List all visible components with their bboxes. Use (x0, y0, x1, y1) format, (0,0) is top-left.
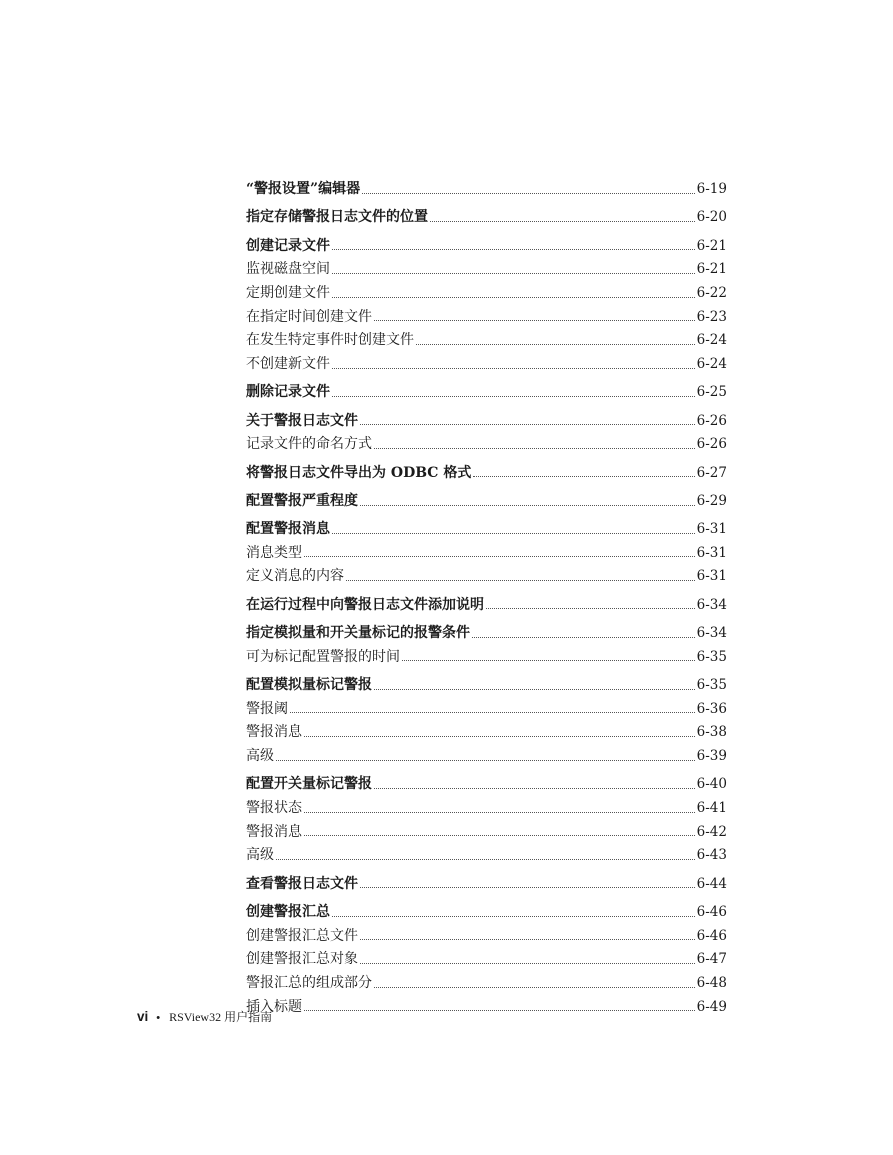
toc-entry-title: 创建记录文件 (246, 237, 330, 254)
toc-leader-dots (304, 556, 695, 557)
toc-leader-dots (276, 859, 695, 860)
toc-entry-page: 6-43 (696, 847, 727, 864)
toc-leader-dots (304, 835, 695, 836)
toc-entry-page: 6-31 (696, 521, 727, 538)
toc-entry-page: 6-31 (696, 568, 727, 585)
toc-entry-title: 指定模拟量和开关量标记的报警条件 (246, 625, 470, 642)
toc-leader-dots (332, 273, 695, 274)
toc-leader-dots (360, 424, 695, 425)
toc-entry-title: 警报消息 (246, 724, 302, 741)
toc-subsection-entry[interactable] (246, 797, 727, 821)
toc-entry-page: 6-22 (696, 284, 727, 301)
toc-subsection-entry[interactable] (246, 329, 727, 353)
toc-entry-page: 6-21 (696, 261, 727, 278)
toc-entry-title: 定期创建文件 (246, 284, 330, 301)
toc-entry-page: 6-49 (696, 998, 727, 1015)
toc-subsection-entry[interactable] (246, 282, 727, 306)
toc-entry-page: 6-46 (696, 903, 727, 920)
toc-entry-page: 6-48 (696, 975, 727, 992)
toc-section-entry[interactable] (246, 462, 727, 486)
toc-entry-page: 6-35 (696, 648, 727, 665)
toc-subsection-entry[interactable] (246, 996, 727, 1020)
toc-entry-page: 6-29 (696, 492, 727, 509)
toc-leader-dots (374, 448, 695, 449)
toc-section-entry[interactable] (246, 235, 727, 259)
toc-leader-dots (332, 368, 695, 369)
toc-entry-page: 6-36 (696, 700, 727, 717)
toc-leader-dots (374, 320, 695, 321)
toc-leader-dots (332, 249, 695, 250)
toc-section-entry[interactable] (246, 518, 727, 542)
toc-entry-page: 6-31 (696, 544, 727, 561)
toc-subsection-entry[interactable] (246, 745, 727, 769)
toc-entry-title: 警报消息 (246, 823, 302, 840)
toc-entry-title: 高级 (246, 748, 274, 765)
toc-entry-page: 6-19 (696, 181, 727, 197)
toc-section-entry[interactable] (246, 622, 727, 646)
toc-entry-page: 6-41 (696, 800, 727, 817)
toc-section-entry[interactable] (246, 490, 727, 514)
toc-entry-title: 创建警报汇总文件 (246, 927, 358, 944)
toc-section-entry[interactable] (246, 594, 727, 618)
toc-leader-dots (360, 939, 695, 940)
toc-entry-page: 6-24 (696, 332, 727, 349)
toc-entry-title: 指定存储警报日志文件的位置 (246, 209, 428, 226)
toc-section-entry[interactable] (246, 674, 727, 698)
page-number: vi (137, 1009, 149, 1024)
toc-leader-dots (430, 221, 695, 222)
toc-entry-page: 6-24 (696, 356, 727, 372)
toc-section-entry[interactable] (246, 901, 727, 925)
toc-entry-page: 6-47 (696, 951, 727, 968)
toc-leader-dots (332, 297, 695, 298)
toc-entry-title: 在发生特定事件时创建文件 (246, 332, 414, 349)
toc-section-entry[interactable] (246, 873, 727, 897)
book-title: RSView32 用户指南 (169, 1010, 273, 1024)
toc-leader-dots (304, 1010, 695, 1011)
toc-entry-page: 6-26 (696, 436, 727, 453)
toc-entry-title: 在运行过程中向警报日志文件添加说明 (246, 596, 484, 613)
toc-leader-dots (332, 916, 695, 917)
toc-entry-title: 警报阈 (246, 700, 288, 717)
toc-entry-page: 6-20 (696, 209, 727, 226)
toc-entry-title: 在指定时间创建文件 (246, 308, 372, 325)
toc-entry-title: 警报状态 (246, 800, 302, 817)
toc-entry-page: 6-23 (696, 308, 727, 325)
table-of-contents (246, 178, 727, 1019)
toc-subsection-entry[interactable] (246, 948, 727, 972)
toc-subsection-entry[interactable] (246, 433, 727, 457)
toc-leader-dots (276, 760, 695, 761)
toc-entry-title: 高级 (246, 847, 274, 864)
toc-leader-dots (402, 660, 695, 661)
toc-leader-dots (374, 689, 695, 690)
toc-entry-title: 创建警报汇总 (246, 903, 330, 920)
toc-leader-dots (416, 344, 695, 345)
toc-entry-page: 6-25 (696, 384, 727, 401)
toc-entry-page: 6-38 (696, 724, 727, 741)
toc-leader-dots (360, 505, 695, 506)
toc-entry-page: 6-34 (696, 625, 727, 642)
toc-subsection-entry[interactable] (246, 306, 727, 330)
toc-subsection-entry[interactable] (246, 258, 727, 282)
toc-section-entry[interactable] (246, 410, 727, 434)
toc-leader-dots (304, 736, 695, 737)
toc-section-entry[interactable] (246, 178, 727, 202)
toc-entry-page: 6-34 (696, 596, 727, 613)
toc-entry-page: 6-40 (696, 776, 727, 793)
toc-entry-title: 查看警报日志文件 (246, 875, 358, 892)
toc-entry-page: 6-21 (696, 237, 727, 254)
toc-leader-dots (362, 193, 695, 194)
toc-leader-dots (290, 712, 695, 713)
toc-subsection-entry[interactable] (246, 972, 727, 996)
toc-subsection-entry[interactable] (246, 925, 727, 949)
toc-entry-title: 删除记录文件 (246, 384, 330, 401)
toc-subsection-entry[interactable] (246, 844, 727, 868)
toc-subsection-entry[interactable] (246, 542, 727, 566)
toc-entry-page: 6-35 (696, 677, 727, 693)
toc-entry-title: 配置警报消息 (246, 521, 330, 538)
toc-leader-dots (346, 580, 695, 581)
toc-entry-title: 配置警报严重程度 (246, 492, 358, 509)
toc-subsection-entry[interactable] (246, 353, 727, 377)
toc-entry-page: 6-46 (696, 927, 727, 944)
toc-entry-title: 警报汇总的组成部分 (246, 975, 372, 992)
page-footer (137, 1008, 272, 1025)
toc-section-entry[interactable] (246, 773, 727, 797)
toc-entry-title: 配置模拟量标记警报 (246, 677, 372, 693)
toc-entry-title: 监视磁盘空间 (246, 261, 330, 278)
toc-section-entry[interactable] (246, 381, 727, 405)
toc-leader-dots (486, 608, 695, 609)
toc-leader-dots (304, 812, 695, 813)
toc-leader-dots (332, 396, 695, 397)
toc-entry-title: 不创建新文件 (246, 356, 330, 372)
toc-leader-dots (472, 637, 695, 638)
toc-entry-page: 6-26 (696, 412, 727, 429)
toc-entry-page: 6-39 (696, 748, 727, 765)
toc-subsection-entry[interactable] (246, 721, 727, 745)
footer-bullet: • (156, 1012, 161, 1024)
toc-leader-dots (360, 887, 695, 888)
toc-entry-title: 消息类型 (246, 544, 302, 561)
toc-entry-title: 可为标记配置警报的时间 (246, 648, 400, 665)
toc-entry-title: 定义消息的内容 (246, 568, 344, 585)
toc-leader-dots (473, 476, 694, 477)
toc-entry-title: 插入标题 (246, 998, 302, 1015)
toc-entry-title: 记录文件的命名方式 (246, 436, 372, 453)
toc-entry-title: 关于警报日志文件 (246, 412, 358, 429)
toc-leader-dots (374, 788, 695, 789)
toc-entry-page: 6-44 (696, 875, 727, 892)
toc-entry-page: 6-42 (696, 823, 727, 840)
toc-leader-dots (332, 533, 695, 534)
toc-entry-page: 6-27 (696, 464, 727, 481)
toc-entry-title: 配置开关量标记警报 (246, 776, 372, 793)
toc-subsection-entry[interactable] (246, 821, 727, 845)
toc-entry-title: 将警报日志文件导出为 ODBC 格式 (246, 464, 472, 481)
toc-leader-dots (360, 963, 695, 964)
toc-entry-title: “警报设置”编辑器 (246, 181, 361, 197)
toc-section-entry[interactable] (246, 206, 727, 230)
toc-entry-title: 创建警报汇总对象 (246, 951, 358, 968)
toc-subsection-entry[interactable] (246, 646, 727, 670)
toc-leader-dots (374, 987, 695, 988)
toc-subsection-entry[interactable] (246, 565, 727, 589)
toc-subsection-entry[interactable] (246, 698, 727, 722)
